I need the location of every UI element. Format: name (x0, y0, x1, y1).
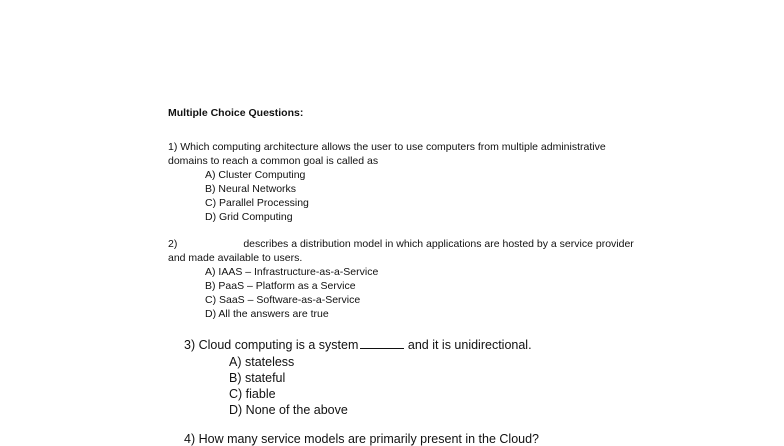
question-3 (184, 338, 532, 352)
q3-option-a: A) stateless (229, 355, 295, 369)
question-2-options (205, 265, 378, 321)
q2-option-d: D) All the answers are true (205, 308, 329, 320)
q3-option-d: D) None of the above (229, 403, 348, 417)
q3-option-c: C) fiable (229, 387, 276, 401)
question-2-text: describes a distribution model in which applications are hosted by a service provider and made available to users. (168, 238, 634, 264)
question-2 (168, 237, 648, 265)
q1-option-a: A) Cluster Computing (205, 169, 306, 181)
question-3-text-before: 3) Cloud computing is a system (184, 338, 359, 352)
question-3-options (229, 354, 348, 418)
q2-option-a: A) IAAS – Infrastructure-as-a-Service (205, 266, 379, 278)
question-1: 1) Which computing architecture allows the user to use computers from multiple administrative domains to reach a common goal is called as (168, 141, 606, 167)
q1-option-d: D) Grid Computing (205, 211, 293, 223)
question-2-number: 2) (168, 238, 178, 250)
q2-option-b: B) PaaS – Platform as a Service (205, 280, 356, 292)
q3-option-b: B) stateful (229, 371, 286, 385)
question-4: 4) How many service models are primarily present in the Cloud? (184, 432, 540, 446)
question-3-text-after: and it is unidirectional. (407, 338, 532, 352)
section-heading: Multiple Choice Questions: (168, 107, 304, 119)
question-3-blank (360, 338, 404, 349)
q1-option-c: C) Parallel Processing (205, 197, 309, 209)
question-1-options (205, 168, 309, 224)
q2-option-c: C) SaaS – Software-as-a-Service (205, 294, 361, 306)
q1-option-b: B) Neural Networks (205, 183, 297, 195)
